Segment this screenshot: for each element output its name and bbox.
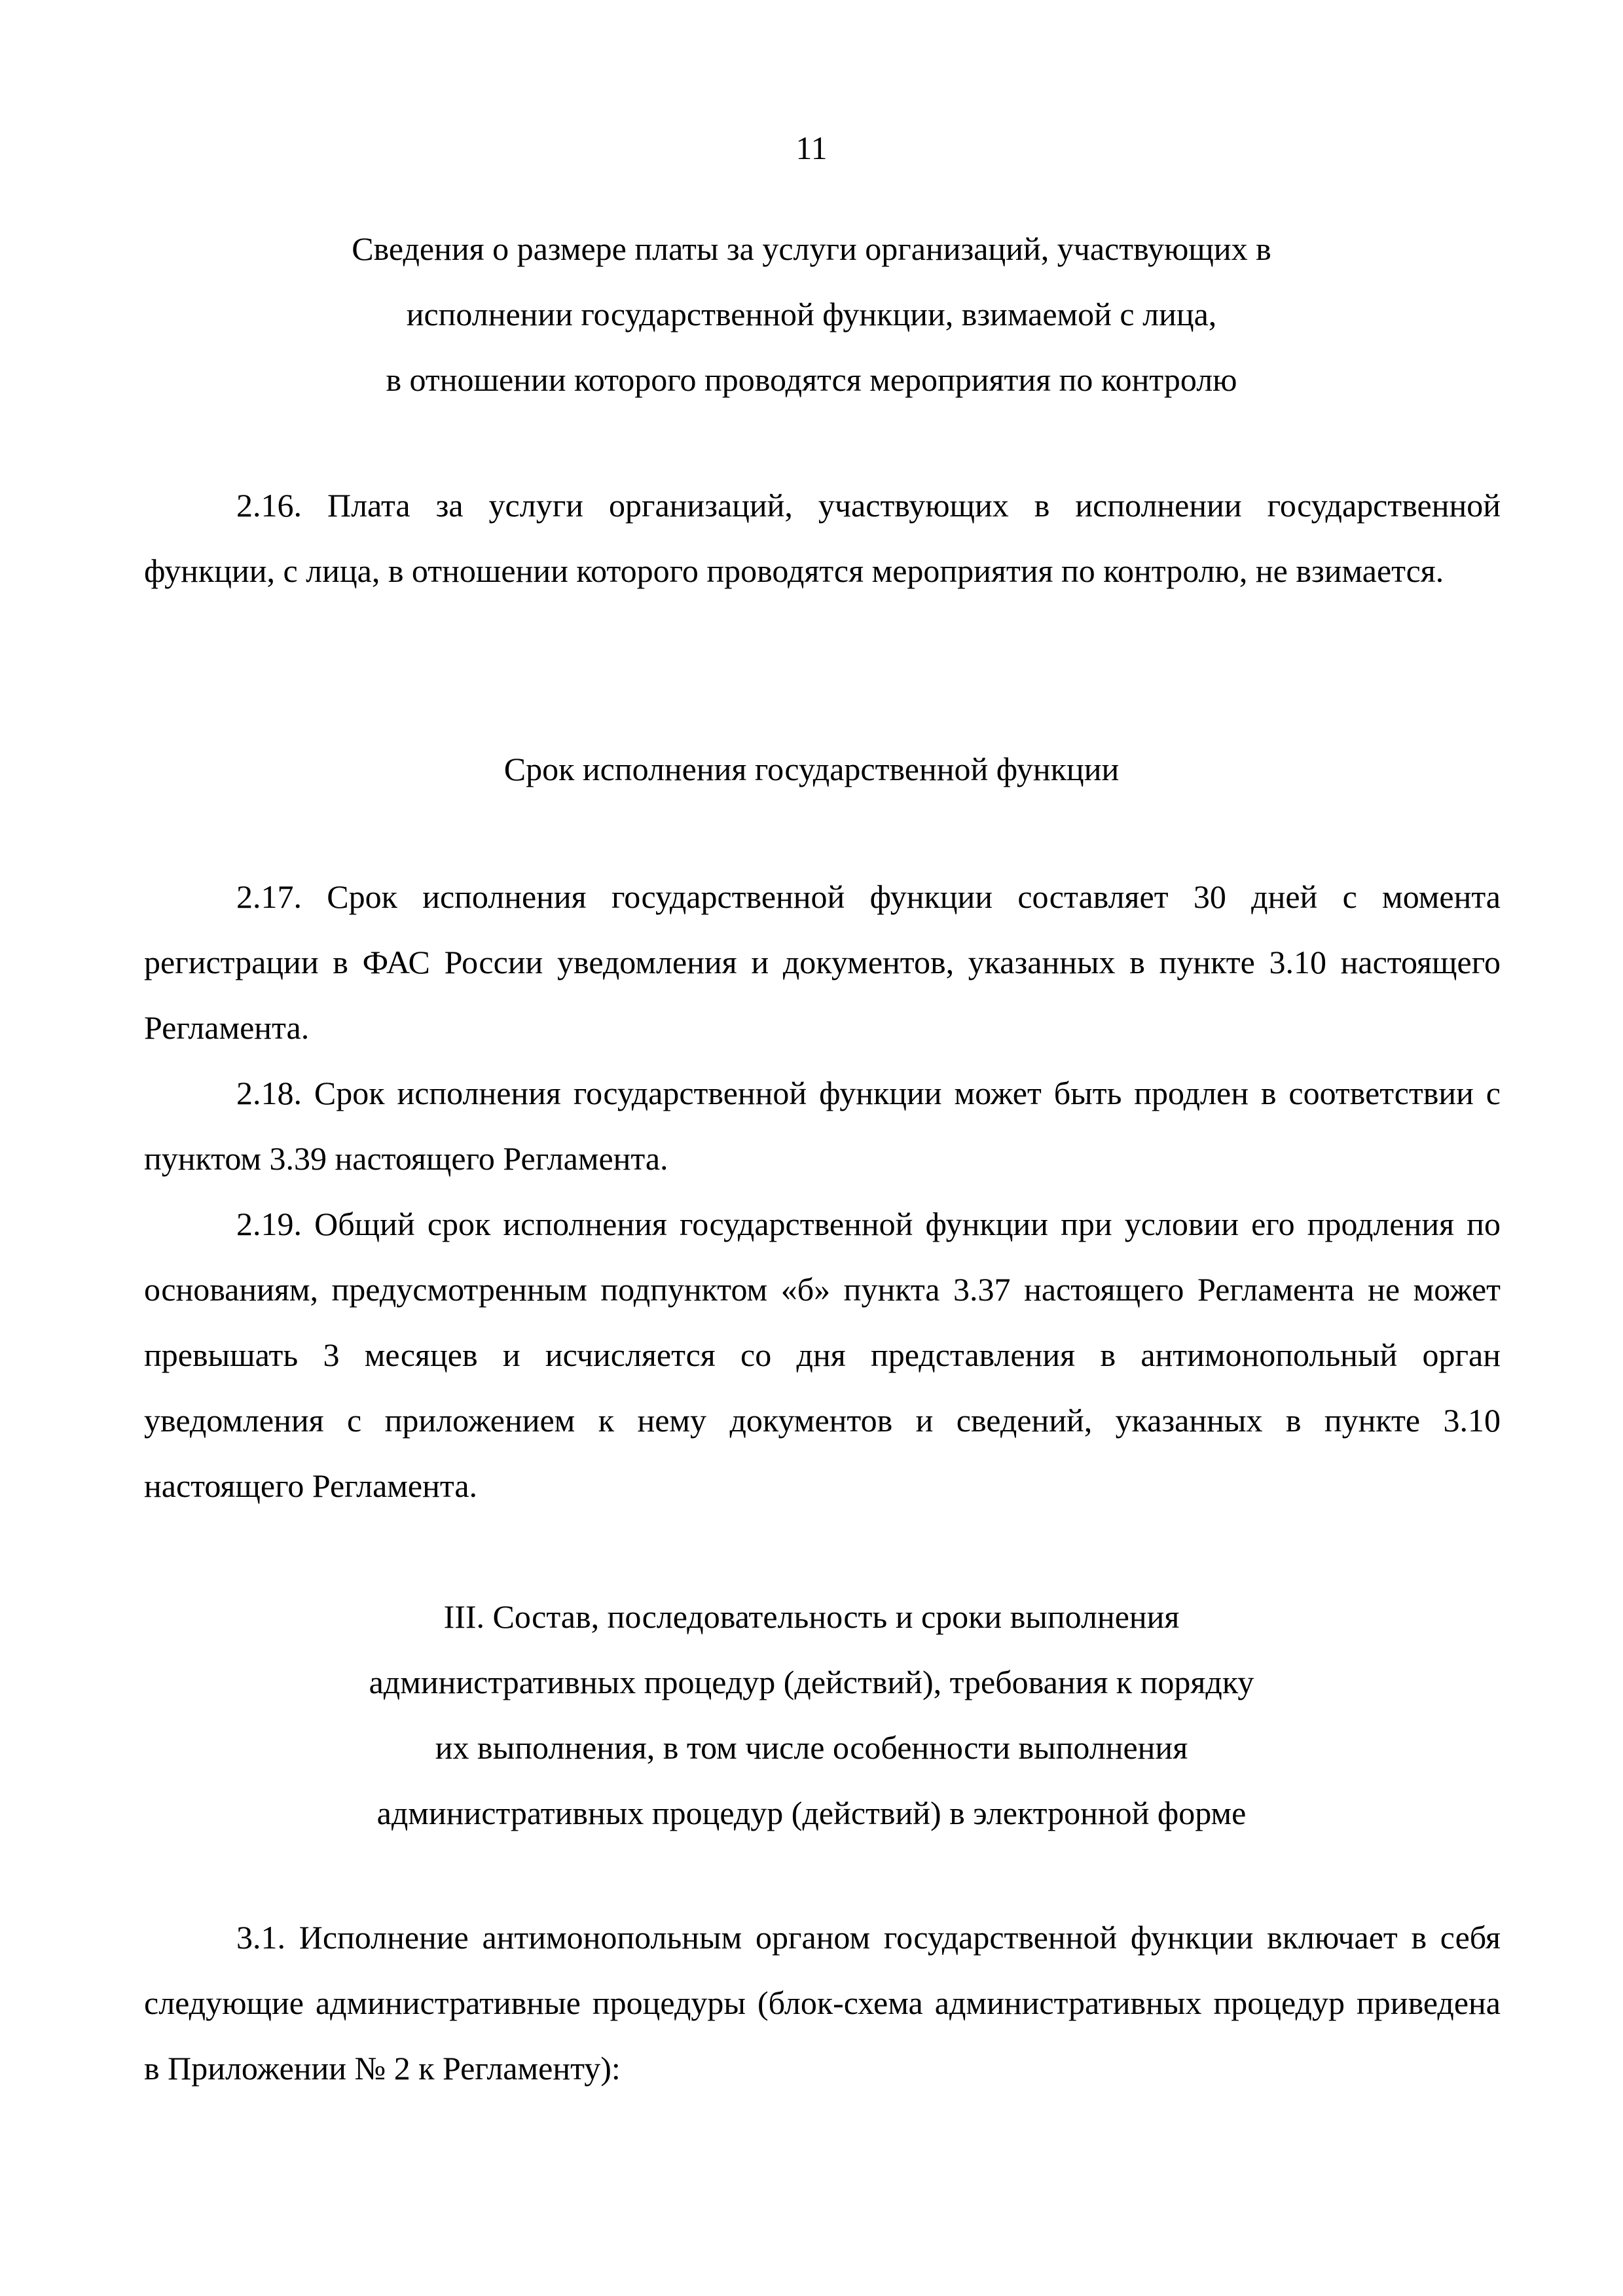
heading-line: Сведения о размере платы за услуги организаций, участвующих в [352,230,1271,267]
heading-line: в отношении которого проводятся мероприятия по контролю [386,361,1237,398]
fee-section-heading [0,216,1623,412]
paragraph-2-19: 2.19. Общий срок исполнения государственной функции при условии его продления по основаниям, предусмотренным подпунктом «б» пункта 3.37 настоящего Регламента не может превышать 3 месяцев и исчисляется со дня представления в антимонопольный орган уведомления с приложением к нему документов и сведений, указанных в пункте 3.10 настоящего Регламента. [144,1206,1501,1504]
term-section-heading [0,736,1623,802]
paragraph-2-18: 2.18. Срок исполнения государственной функции может быть продлен в соответствии с пунктом 3.39 настоящего Регламента. [144,1075,1501,1177]
paragraph-3-1: 3.1. Исполнение антимонопольным органом государственной функции включает в себя следующие административные процедуры (блок-схема административных процедур приведена в Приложении № 2 к Регламенту): [144,1919,1501,2087]
paragraph-2-16: 2.16. Плата за услуги организаций, участвующих в исполнении государственной функции, с лица, в отношении которого проводятся мероприятия по контролю, не взимается. [144,487,1501,589]
heading-line: III. Состав, последовательность и сроки выполнения [443,1598,1180,1635]
heading-line: административных процедур (действий) в электронной форме [376,1795,1247,1831]
heading-line: Срок исполнения государственной функции [503,751,1120,787]
heading-line: их выполнения, в том числе особенности выполнения [435,1729,1188,1766]
section-iii-heading [0,1584,1623,1846]
page-number: 11 [795,130,828,166]
heading-line: исполнении государственной функции, взимаемой с лица, [406,296,1217,332]
paragraph-2-17: 2.17. Срок исполнения государственной функции составляет 30 дней с момента регистрации в ФАС России уведомления и документов, указанных в пункте 3.10 настоящего Регламента. [144,878,1501,1046]
heading-line: административных процедур (действий), требования к порядку [369,1664,1254,1700]
